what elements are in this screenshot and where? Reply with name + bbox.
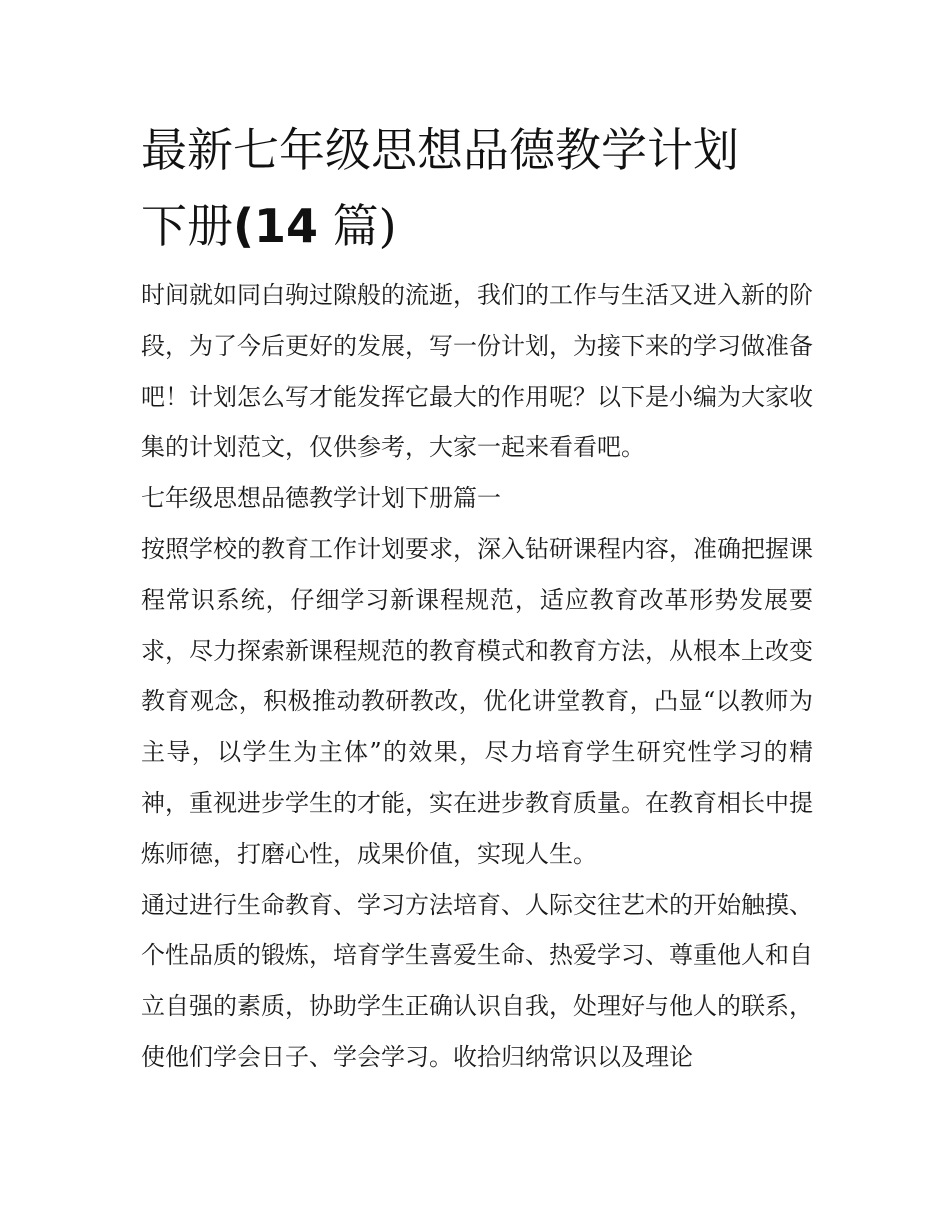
title-line-2-suffix: 篇): [318, 199, 397, 253]
title-line-2-number: (14: [233, 199, 319, 253]
body-paragraph-1: 按照学校的教育工作计划要求，深入钻研课程内容，准确把握课程常识系统，仔细学习新课程规范，适应教育改革形势发展要求，尽力探索新课程规范的教育模式和教育方法，从根本上改变教育观念，积极推动教研教改，优化讲堂教育，凸显“以教师为主导，以学生为主体”的效果，尽力培育学生研究性学习的精神，重视进步学生的才能，实在进步教育质量。在教育相长中提炼师德，打磨心性，成果价值，实现人生。: [141, 534, 813, 868]
body-paragraph-2: 通过进行生命教育、学习方法培育、人际交往艺术的开始触摸、个性品质的锻炼，培育学生喜爱生命、热爱学习、尊重他人和自立自强的素质，协助学生正确认识自我，处理好与他人的联系，使他们学会日子、学会学习。收拾归纳常识以及理论: [141, 890, 813, 1071]
title-line-2-prefix: 下册: [141, 199, 233, 253]
title-line-1: 最新七年级思想品德教学计划: [141, 123, 739, 177]
intro-paragraph: 时间就如同白驹过隙般的流逝，我们的工作与生活又进入新的阶段，为了今后更好的发展，写一份计划，为接下来的学习做准备吧！计划怎么写才能发挥它最大的作用呢？以下是小编为大家收集的计划范文，仅供参考，大家一起来看看吧。: [141, 281, 813, 462]
document-content: [141, 112, 813, 1083]
section-heading: 七年级思想品德教学计划下册篇一: [141, 484, 501, 513]
document-title: [141, 112, 813, 264]
